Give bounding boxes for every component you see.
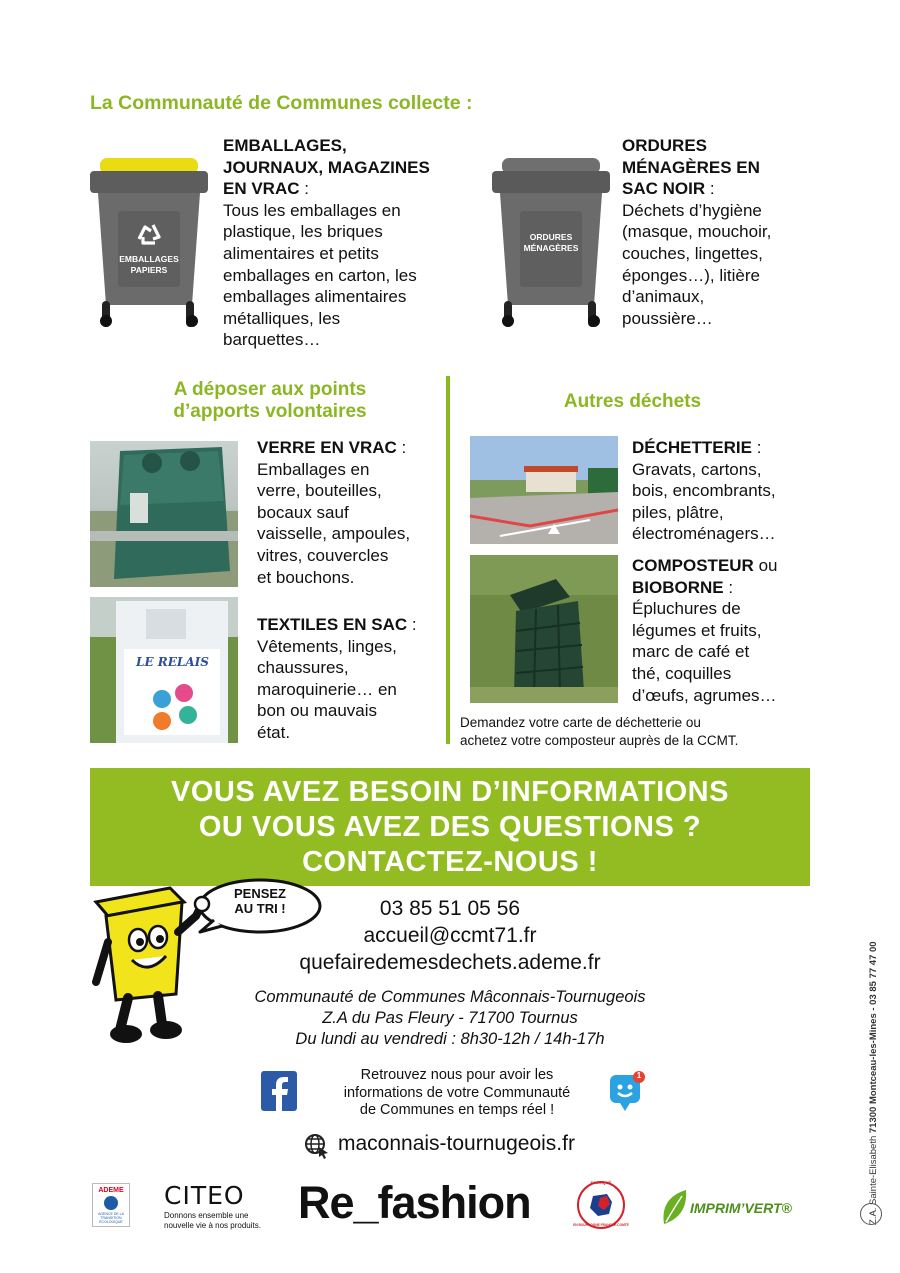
dechetterie-title: DÉCHETTERIE [632, 438, 752, 457]
autres-heading: Autres déchets [563, 391, 702, 412]
yellow-bin-illustration [88, 155, 210, 330]
column-divider [446, 376, 450, 744]
bubble-text: PENSEZ [233, 886, 286, 901]
contact-banner: VOUS AVEZ BESOIN D’INFORMATIONS OU VOUS AVEZ DES QUESTIONS ? CONTACTEZ-NOUS ! [90, 768, 810, 886]
grey-bin-illustration [490, 155, 612, 330]
page-title: La Communauté de Communes collecte : [90, 92, 473, 114]
bin-label: ORDURES [529, 232, 573, 242]
printer-logo [860, 1203, 882, 1225]
textiles-block: TEXTILES EN SAC : Vêtements, linges, chaussures, maroquinerie… en bon ou mauvais état. [257, 615, 417, 742]
glass-container-photo [90, 441, 238, 587]
verre-block: VERRE EN VRAC : Emballages en verre, bouteilles, bocaux sauf vaisselle, ampoules, vitres, couvercles et bouchons. [257, 438, 411, 587]
email-link[interactable]: accueil@ccmt71.fr [363, 924, 537, 947]
leaf-icon [660, 1188, 690, 1228]
bin-label: MÉNAGÈRES [523, 243, 579, 253]
verre-title: VERRE EN VRAC [257, 438, 397, 457]
social-text: Retrouvez nous pour avoir les informations de votre Communauté de Communes en temps réel ! [343, 1067, 571, 1118]
fabrique-bourgogne-logo: FABRIQUÉ EN BOURGOGNE FRANCHE-COMTÉ [573, 1180, 629, 1227]
opening-hours: Du lundi au vendredi : 8h30-12h / 14h-17h [295, 1030, 605, 1048]
bin-label: EMBALLAGES [119, 254, 179, 264]
dechetterie-block: DÉCHETTERIE : Gravats, cartons, bois, encombrants, piles, plâtre, électroménagers… [632, 438, 776, 544]
org-address: Z.A du Pas Fleury - 71700 Tournus [322, 1009, 578, 1027]
ccmt-note: Demandez votre carte de déchetterie ou achetez votre composteur auprès de la CCMT. [460, 715, 739, 748]
composteur-title: COMPOSTEUR [632, 556, 754, 575]
imprimvert-logo: IMPRIM’VERT® [660, 1188, 810, 1228]
globe-cursor-icon [304, 1133, 330, 1159]
bin-label: PAPIERS [130, 265, 168, 275]
refashion-logo: Re_fashion [298, 1177, 531, 1228]
ademe-logo: ADEME AGENCE DE LA TRANSITION ÉCOLOGIQUE [92, 1183, 130, 1227]
bioborne-title: BIOBORNE [632, 577, 724, 597]
le-relais-logo: LE RELAIS [136, 655, 209, 669]
dechetterie-photo [470, 436, 618, 544]
bubble-text: AU TRI ! [234, 901, 286, 916]
ademe-website-link[interactable]: quefairedemesdechets.ademe.fr [299, 951, 601, 974]
notification-badge: 1 [636, 1071, 642, 1080]
ordures-block: ORDURES MÉNAGÈRES EN SAC NOIR : Déchets d’hygiène (masque, mouchoir, couches, lingettes, éponges…), litière d’animaux, poussière… [622, 135, 812, 329]
facebook-icon[interactable] [261, 1071, 297, 1111]
printer-credit: Z.A. Sainte-Elisabeth 71300 Montceau-les-Mines - 03 85 77 47 00 [868, 941, 879, 1225]
emballages-block: EMBALLAGES, JOURNAUX, MAGAZINES EN VRAC : Tous les emballages en plastique, les briques alimentaires et petits emballages en carton, les emballages alimentaires métalliques, les barquettes… [223, 135, 473, 351]
textile-container-photo [90, 597, 238, 743]
composteur-photo [470, 555, 618, 703]
phone-number[interactable]: 03 85 51 05 56 [379, 897, 521, 920]
textiles-title: TEXTILES EN SAC [257, 615, 408, 634]
ccmt-website-link[interactable]: maconnais-tournugeois.fr [338, 1132, 575, 1155]
notification-app-icon[interactable] [610, 1071, 646, 1115]
org-name: Communauté de Communes Mâconnais-Tournugeois [254, 988, 646, 1006]
ordures-title: ORDURES [622, 136, 708, 155]
apports-heading: A déposer aux points d’apports volontaires [173, 379, 367, 422]
emballages-title: EMBALLAGES, [223, 136, 347, 155]
composteur-block: COMPOSTEUR ou BIOBORNE : Épluchures de légumes et fruits, marc de café et thé, coquilles d’œufs, agrumes… [632, 556, 778, 705]
citeo-logo: CITEO Donnons ensemble une nouvelle vie à nos produits. [164, 1181, 261, 1230]
